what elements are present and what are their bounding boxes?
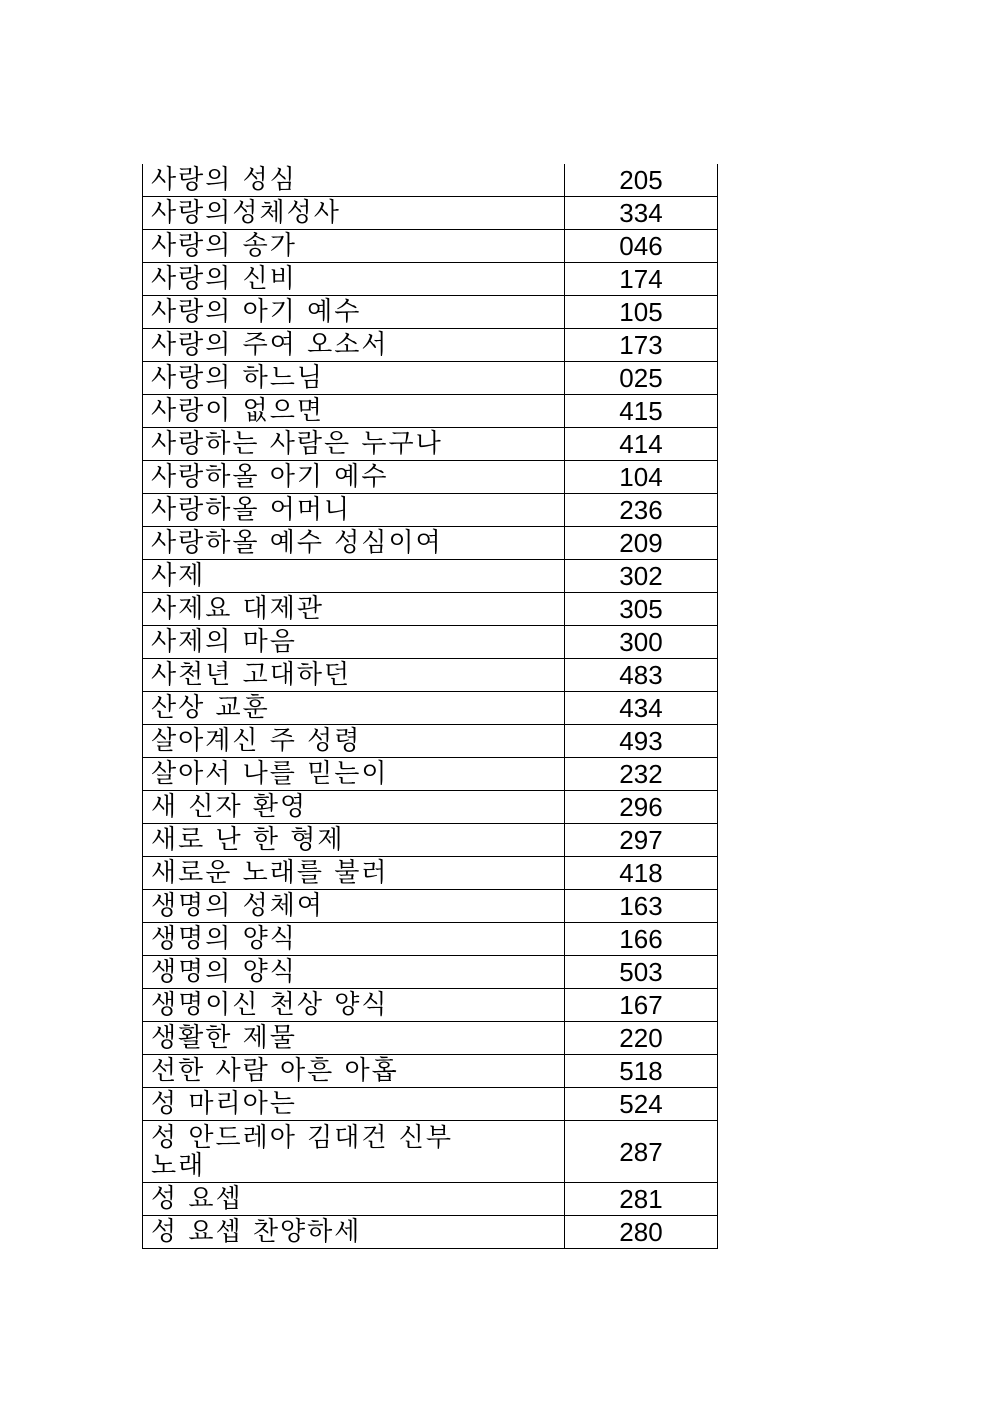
table-row [143, 296, 718, 329]
hymn-table-body [143, 164, 718, 1249]
table-row [143, 1055, 718, 1088]
table-row [143, 923, 718, 956]
hymn-number: 209 [565, 527, 718, 560]
table-row [143, 989, 718, 1022]
table-row [143, 593, 718, 626]
table-row [143, 692, 718, 725]
hymn-number: 281 [565, 1183, 718, 1216]
hymn-number: 046 [565, 230, 718, 263]
table-row [143, 725, 718, 758]
table-row [143, 791, 718, 824]
hymn-number: 418 [565, 857, 718, 890]
hymn-title-text: 성 안드레아 김대건 신부 노래 [151, 1122, 453, 1181]
table-row [143, 1121, 718, 1183]
hymn-title: 사천년 고대하던 [143, 659, 565, 692]
table-row [143, 1183, 718, 1216]
hymn-title: 사랑하는 사람은 누구나 [143, 428, 565, 461]
hymn-title: 성 요셉 [143, 1183, 565, 1216]
table-row [143, 824, 718, 857]
hymn-title: 생명의 양식 [143, 923, 565, 956]
table-row [143, 956, 718, 989]
hymn-title [143, 1121, 565, 1183]
hymn-number: 493 [565, 725, 718, 758]
hymn-number: 302 [565, 560, 718, 593]
table-row [143, 197, 718, 230]
table-row [143, 1022, 718, 1055]
table-row [143, 329, 718, 362]
hymn-number: 415 [565, 395, 718, 428]
hymn-title: 새로운 노래를 불러 [143, 857, 565, 890]
hymn-number: 166 [565, 923, 718, 956]
hymn-title: 사랑의 아기 예수 [143, 296, 565, 329]
hymn-title: 사랑의 송가 [143, 230, 565, 263]
table-row [143, 758, 718, 791]
hymn-number: 025 [565, 362, 718, 395]
hymn-number: 173 [565, 329, 718, 362]
hymn-title: 살아서 나를 믿는이 [143, 758, 565, 791]
hymn-title: 사랑이 없으면 [143, 395, 565, 428]
hymn-number: 205 [565, 164, 718, 197]
hymn-number: 524 [565, 1088, 718, 1121]
table-row [143, 1088, 718, 1121]
table-row [143, 527, 718, 560]
table-row [143, 1216, 718, 1249]
hymn-number: 174 [565, 263, 718, 296]
hymn-number: 334 [565, 197, 718, 230]
hymn-number: 163 [565, 890, 718, 923]
table-row [143, 230, 718, 263]
hymn-number: 167 [565, 989, 718, 1022]
hymn-title: 사랑의성체성사 [143, 197, 565, 230]
hymn-number: 287 [565, 1121, 718, 1183]
table-row [143, 659, 718, 692]
hymn-number: 280 [565, 1216, 718, 1249]
hymn-number: 305 [565, 593, 718, 626]
hymn-title: 성 요셉 찬양하세 [143, 1216, 565, 1249]
hymn-index-table [142, 164, 718, 1249]
hymn-title: 생명의 양식 [143, 956, 565, 989]
hymn-title: 사랑의 신비 [143, 263, 565, 296]
hymn-number: 483 [565, 659, 718, 692]
hymn-number: 105 [565, 296, 718, 329]
hymn-number: 300 [565, 626, 718, 659]
hymn-title: 사랑의 주여 오소서 [143, 329, 565, 362]
hymn-number: 434 [565, 692, 718, 725]
hymn-title: 생명이신 천상 양식 [143, 989, 565, 1022]
hymn-number: 104 [565, 461, 718, 494]
table-row [143, 560, 718, 593]
hymn-title: 사랑하올 어머니 [143, 494, 565, 527]
hymn-title: 사랑하올 아기 예수 [143, 461, 565, 494]
hymn-title: 사제요 대제관 [143, 593, 565, 626]
hymn-title: 생명의 성체여 [143, 890, 565, 923]
table-row [143, 362, 718, 395]
table-row [143, 395, 718, 428]
hymn-number: 414 [565, 428, 718, 461]
hymn-number: 232 [565, 758, 718, 791]
hymn-number: 236 [565, 494, 718, 527]
hymn-title: 생활한 제물 [143, 1022, 565, 1055]
hymn-number: 518 [565, 1055, 718, 1088]
hymn-title: 사제의 마음 [143, 626, 565, 659]
hymn-title: 선한 사람 아흔 아홉 [143, 1055, 565, 1088]
table-row [143, 164, 718, 197]
hymn-number: 503 [565, 956, 718, 989]
hymn-number: 297 [565, 824, 718, 857]
table-row [143, 890, 718, 923]
hymn-number: 296 [565, 791, 718, 824]
table-row [143, 857, 718, 890]
table-row [143, 461, 718, 494]
hymn-title: 새로 난 한 형제 [143, 824, 565, 857]
table-row [143, 428, 718, 461]
hymn-title: 새 신자 환영 [143, 791, 565, 824]
hymn-number: 220 [565, 1022, 718, 1055]
table-row [143, 494, 718, 527]
hymn-title: 사랑하올 예수 성심이여 [143, 527, 565, 560]
hymn-title: 성 마리아는 [143, 1088, 565, 1121]
hymn-title: 살아계신 주 성령 [143, 725, 565, 758]
hymn-title: 사랑의 하느님 [143, 362, 565, 395]
hymn-title: 사랑의 성심 [143, 164, 565, 197]
table-row [143, 626, 718, 659]
hymn-title: 산상 교훈 [143, 692, 565, 725]
table-row [143, 263, 718, 296]
hymn-title: 사제 [143, 560, 565, 593]
